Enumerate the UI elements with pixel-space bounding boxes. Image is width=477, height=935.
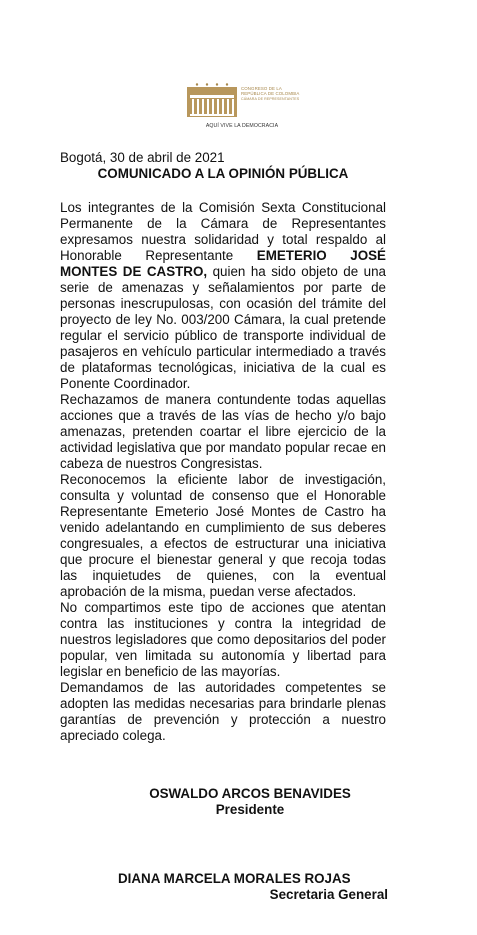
capitol-building-icon (187, 83, 239, 121)
document-body (60, 200, 386, 744)
signer-role: Secretaria General (269, 887, 388, 902)
logo-subtext: CÁMARA DE REPRESENTANTES (241, 97, 300, 101)
paragraph-rejection: Rechazamos de manera contundente todas aquellas acciones que a través de las vías de hecho y/o bajo amenazas, pretenden coartar el libre ejercicio de la actividad legislativa que por mandato popular recae en cabeza de nuestros Congresistas. (60, 392, 386, 471)
paragraph-disagreement: No compartimos este tipo de acciones que atentan contra las instituciones y contra la integridad de nuestros legisladores que como depositarios del poder popular, ven limitada su autonomía y libertad para legislar en beneficio de las mayorías. (60, 600, 386, 679)
document-date: Bogotá, 30 de abril de 2021 (60, 150, 225, 165)
logo-tagline: AQUÍ VIVE LA DEMOCRACIA (205, 123, 279, 129)
logo-text: CONGRESO DE LA REPÚBLICA DE COLOMBIA CÁMARA DE REPRESENTANTES (241, 86, 300, 101)
congress-logo (187, 83, 300, 133)
signature-secretary (118, 871, 388, 903)
representative-name: EMETERIO JOSÉ MONTES DE CASTRO, (60, 248, 386, 279)
paragraph-recognition: Reconocemos la eficiente labor de investigación, consulta y voluntad de consenso que el Honorable Representante Emeterio José Montes de Castro ha venido adelantando en cumplimiento de sus deberes congresuales, a efectos de estructurar una iniciativa que procure el bienestar general y que recoja todas las inquietudes de quienes, con la eventual aprobación de la misma, puedan verse afectados. (60, 472, 386, 599)
paragraph-demand: Demandamos de las autoridades competentes se adopten las medidas necesarias para brindarle plenas garantías de prevención y protección a nuestro apreciado colega. (60, 680, 386, 743)
document-title: COMUNICADO A LA OPINIÓN PÚBLICA (97, 166, 349, 181)
signer-name: DIANA MARCELA MORALES ROJAS (118, 871, 351, 886)
signer-role: Presidente (215, 802, 285, 817)
signer-name: OSWALDO ARCOS BENAVIDES (149, 786, 351, 801)
paragraph-solidarity: Los integrantes de la Comisión Sexta Constitucional Permanente de la Cámara de Representantes expresamos nuestra solidaridad y total respaldo al Honorable Representante EMETERIO JOSÉ MONTES DE CASTRO, quien ha sido objeto de una serie de amenazas y señalamientos por parte de personas inescrupulosas, con ocasión del trámite del proyecto de ley No. 003/200 Cámara, la cual pretende regular el servicio público de transporte individual de pasajeros en vehículo particular intermediado a través de plataformas tecnológicas, iniciativa de la cual es Ponente Coordinador. (60, 200, 386, 391)
communique-document (60, 150, 386, 744)
signature-president (130, 786, 370, 818)
